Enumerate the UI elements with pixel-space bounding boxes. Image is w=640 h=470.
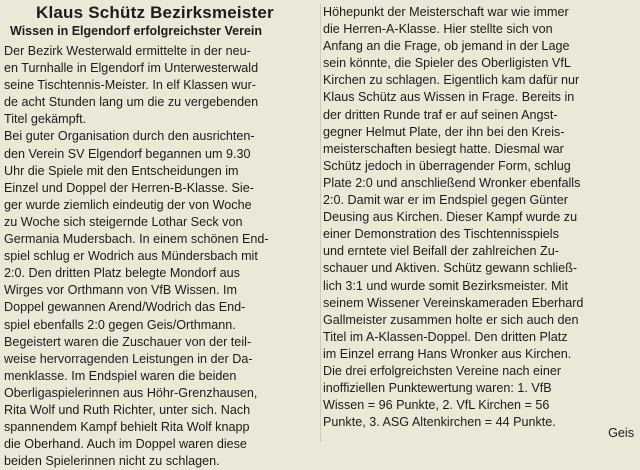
text-line: meisterschaften besiegt hatte. Diesmal war — [323, 141, 564, 156]
text-line: ger wurde ziemlich eindeutig der von Woche — [4, 197, 252, 212]
text-line: Höhepunkt der Meisterschaft war wie immer — [323, 5, 569, 19]
text-line: Der Bezirk Westerwald ermittelte in der neu- — [4, 44, 251, 58]
text-line: den Verein SV Elgendorf begannen um 9.30 — [4, 146, 251, 161]
text-line: im Einzel errang Hans Wronker aus Kirchen. — [323, 346, 572, 361]
left-column — [4, 43, 316, 470]
text-line: Uhr die Spiele mit den Entscheidungen im — [4, 163, 239, 178]
text-line: en Turnhalle in Elgendorf im Unterwesterwald — [4, 61, 259, 76]
text-line: Oberligaspielerinnen aus Höhr-Grenzhausen, — [4, 385, 258, 400]
author-signature: Geis — [608, 426, 634, 440]
column-divider — [320, 4, 321, 442]
text-line: spannendem Kampf behielt Rita Wolf knapp — [4, 420, 250, 435]
text-line: weise hervorragenden Leistungen in der Da- — [4, 351, 253, 366]
text-line: lich 3:1 und wurde somit Bezirksmeister. Mit — [323, 278, 568, 293]
text-line: schauer und Aktiven. Schütz gewann schließ- — [323, 261, 578, 276]
text-line: Schütz jedoch in überragender Form, schlug — [323, 158, 571, 173]
text-line: Gallmeister zusammen holte er sich auch den — [323, 312, 579, 327]
text-line: Doppel gewannen Arend/Wodrich das End- — [4, 300, 246, 315]
headline: Klaus Schütz Bezirksmeister — [36, 3, 274, 22]
text-line: Titel gekämpft. — [4, 112, 87, 127]
text-line: Kirchen zu schlagen. Eigentlich kam dafür nur — [323, 73, 580, 88]
text-line: sein könnte, die Spieler des Oberligisten VfL — [323, 56, 571, 71]
text-line: beiden Spielerinnen nicht zu schlagen. — [4, 454, 220, 469]
text-line: Punkte, 3. ASG Altenkirchen = 44 Punkte. — [323, 415, 556, 430]
text-line: Anfang an die Frage, ob jemand in der Lage — [323, 39, 570, 54]
text-line: seine Tischtennis-Meister. In elf Klassen wur- — [4, 78, 256, 93]
text-line: gegner Helmut Plate, der ihn bei den Kreis- — [323, 124, 565, 139]
text-line: spiel schlug er Wodrich aus Mündersbach mit — [4, 249, 258, 264]
text-line: Einzel und Doppel der Herren-B-Klasse. Sie- — [4, 180, 254, 195]
text-line: 2:0. Den dritten Platz belegte Mondorf aus — [4, 266, 240, 281]
text-line: 2:0. Damit war er im Endspiel gegen Günter — [323, 193, 568, 208]
text-line: die Herren-A-Klasse. Hier stellte sich von — [323, 22, 553, 37]
text-line: Klaus Schütz aus Wissen in Frage. Bereits in — [323, 90, 575, 105]
text-line: menklasse. Im Endspiel waren die beiden — [4, 368, 237, 383]
text-line: Wirges vor Orthmann von VfB Wissen. Im — [4, 283, 238, 298]
text-line: einer Demonstration des Tischtennisspiels — [323, 227, 559, 242]
text-line: Germania Mudersbach. In einem schönen End- — [4, 232, 269, 247]
text-line: Titel im A-Klassen-Doppel. Den dritten Platz — [323, 329, 568, 344]
text-line: inoffiziellen Punktewertung waren: 1. VfB — [323, 381, 552, 396]
text-line: und erntete viel Beifall der zahlreichen Zu- — [323, 244, 559, 259]
text-line: Die drei erfolgreichsten Vereine nach einer — [323, 363, 562, 378]
text-line: Bei guter Organisation durch den ausrichten- — [4, 129, 255, 144]
text-line: spiel ebenfalls 2:0 gegen Geis/Orthmann. — [4, 317, 236, 332]
text-line: Deusing aus Kirchen. Dieser Kampf wurde zu — [323, 210, 578, 225]
text-line: Begeistert waren die Zuschauer von der teil- — [4, 334, 252, 349]
text-line: Rita Wolf und Ruth Richter, unter sich. Nach — [4, 402, 251, 417]
text-line: seinem Wissener Vereinskameraden Eberhard — [323, 295, 584, 310]
text-line: de acht Stunden lang um die zu vergebenden — [4, 95, 259, 110]
text-line: Plate 2:0 und anschließend Wronker ebenfalls — [323, 175, 581, 190]
text-line: der dritten Runde traf er auf seinen Angst- — [323, 107, 558, 122]
text-line: die Oberhand. Auch im Doppel waren diese — [4, 437, 247, 452]
text-line: zu Woche sich steigernde Lothar Seck von — [4, 214, 243, 229]
text-line: Wissen = 96 Punkte, 2. VfL Kirchen = 56 — [323, 398, 550, 413]
right-column — [323, 4, 637, 431]
subheadline: Wissen in Elgendorf erfolgreichster Verein — [10, 24, 263, 38]
